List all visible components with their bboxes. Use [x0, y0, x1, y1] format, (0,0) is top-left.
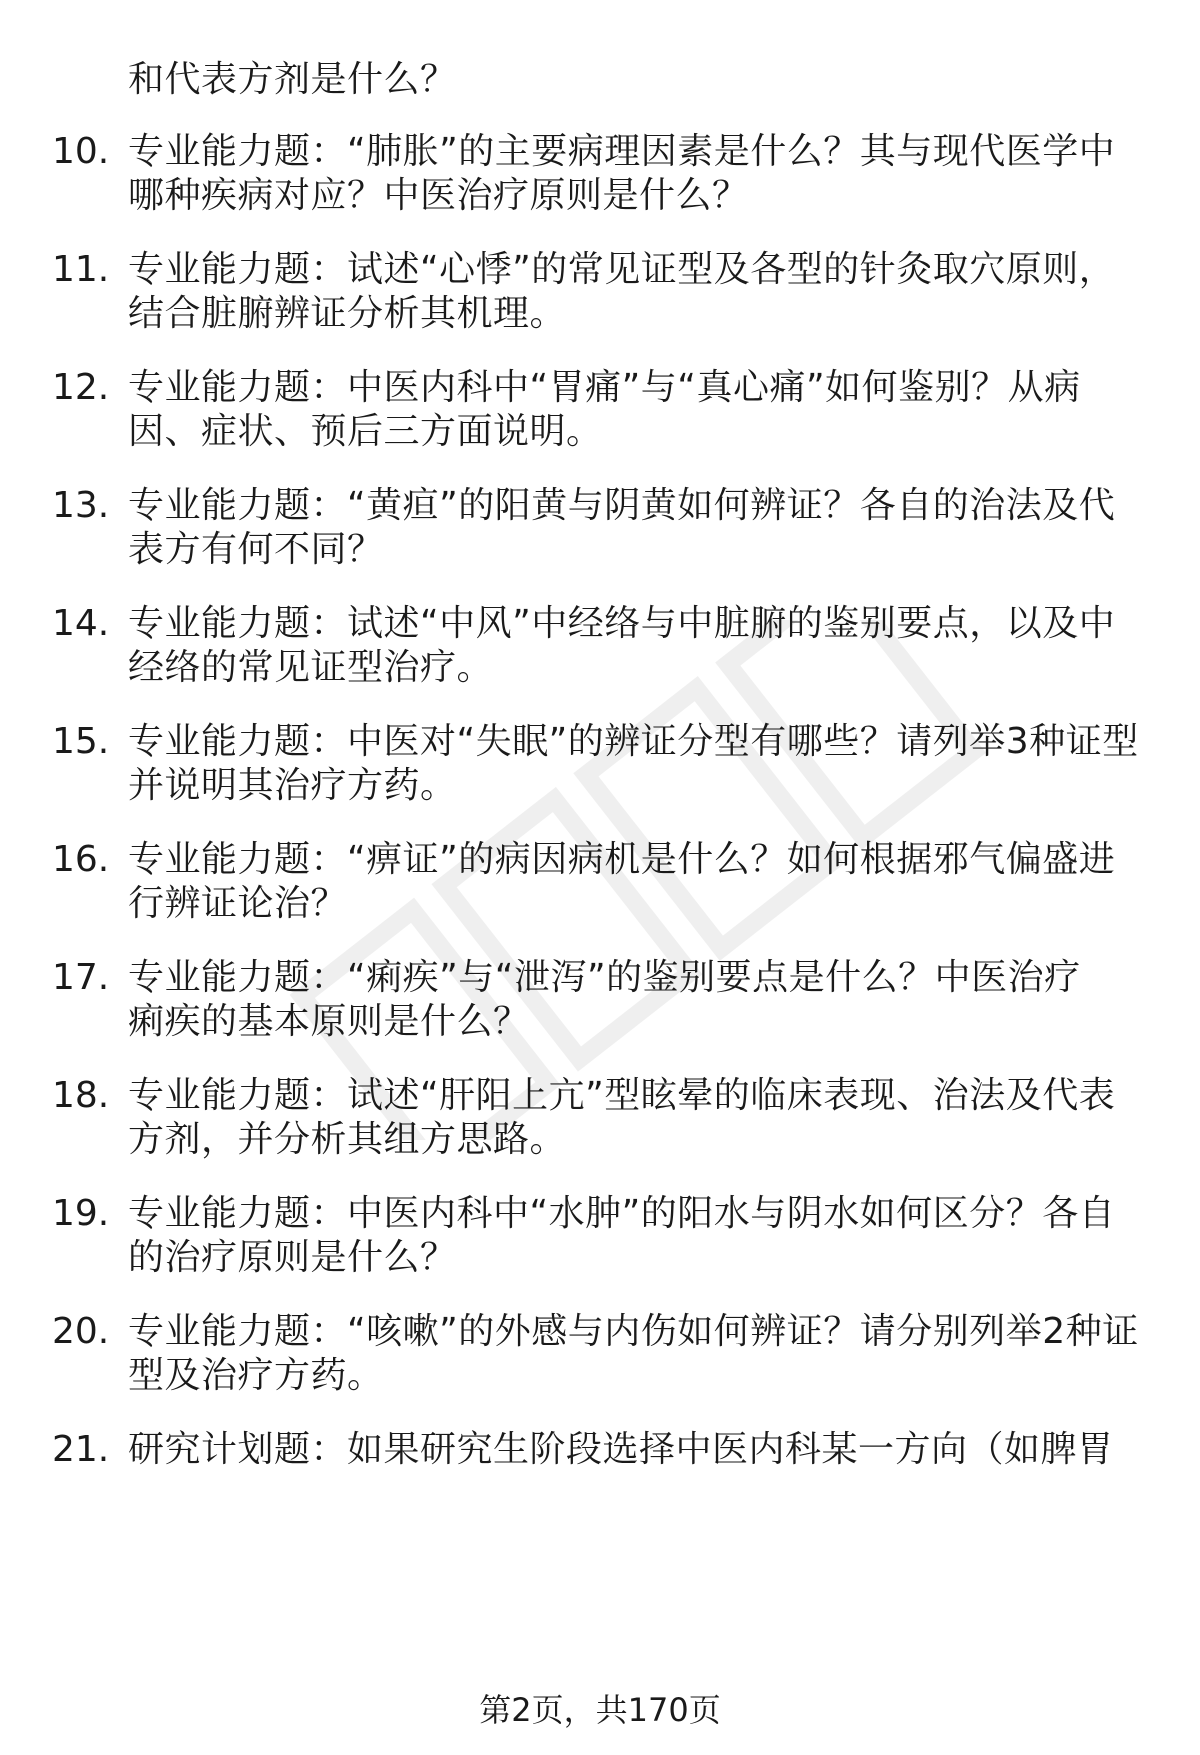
question-line: 专业能力题：中医内科中“胃痛”与“真心痛”如何鉴别？从病 [128, 367, 1081, 408]
question-line: 专业能力题：试述“心悸”的常见证型及各型的针灸取穴原则， [128, 249, 1116, 290]
question-number: 16. [52, 839, 110, 880]
question-line: 专业能力题：“肺胀”的主要病理因素是什么？其与现代医学中 [128, 131, 1116, 172]
question-number: 21. [52, 1429, 110, 1470]
question-line: 的治疗原则是什么？ [128, 1237, 457, 1278]
question-number: 13. [52, 485, 110, 526]
question-number: 10. [52, 131, 110, 172]
question-line: 结合脏腑辨证分析其机理。 [128, 293, 567, 334]
page-footer: 第2页，共170页 [479, 1691, 721, 1729]
question-number: 14. [52, 603, 110, 644]
question-line: 专业能力题：中医内科中“水肿”的阳水与阴水如何区分？各自 [128, 1193, 1116, 1234]
question-number: 12. [52, 367, 110, 408]
question-line: 哪种疾病对应？中医治疗原则是什么？ [128, 175, 749, 216]
question-line: 型及治疗方药。 [128, 1355, 384, 1396]
question-line: 并说明其治疗方药。 [128, 765, 457, 806]
question-line: 专业能力题：试述“肝阳上亢”型眩晕的临床表现、治法及代表 [128, 1075, 1116, 1116]
question-line: 痢疾的基本原则是什么？ [128, 1001, 530, 1042]
question-line: 专业能力题：试述“中风”中经络与中脏腑的鉴别要点，以及中 [128, 603, 1116, 644]
question-number: 20. [52, 1311, 110, 1352]
question-number: 17. [52, 957, 110, 998]
question-line: 专业能力题：“痹证”的病因病机是什么？如何根据邪气偏盛进 [128, 839, 1116, 880]
question-number: 19. [52, 1193, 110, 1234]
question-line: 行辨证论治？ [128, 883, 348, 924]
question-line: 方剂，并分析其组方思路。 [128, 1119, 567, 1160]
question-line: 研究计划题：如果研究生阶段选择中医内科某一方向（如脾胃 [128, 1429, 1114, 1470]
question-number: 18. [52, 1075, 110, 1116]
question-number: 15. [52, 721, 110, 762]
question-line: 经络的常见证型治疗。 [128, 647, 494, 688]
question-number: 11. [52, 249, 110, 290]
question-line: 专业能力题：“咳嗽”的外感与内伤如何辨证？请分别列举2种证 [128, 1311, 1139, 1352]
question-line: 专业能力题：中医对“失眠”的辨证分型有哪些？请列举3种证型 [128, 721, 1139, 762]
question-line: 因、症状、预后三方面说明。 [128, 411, 603, 452]
question-line: 专业能力题：“痢疾”与“泄泻”的鉴别要点是什么？中医治疗 [128, 957, 1081, 998]
question-line: 专业能力题：“黄疸”的阳黄与阴黄如何辨证？各自的治法及代 [128, 485, 1116, 526]
question-line: 表方有何不同？ [128, 529, 384, 570]
continuation-line: 和代表方剂是什么？ [128, 59, 457, 100]
